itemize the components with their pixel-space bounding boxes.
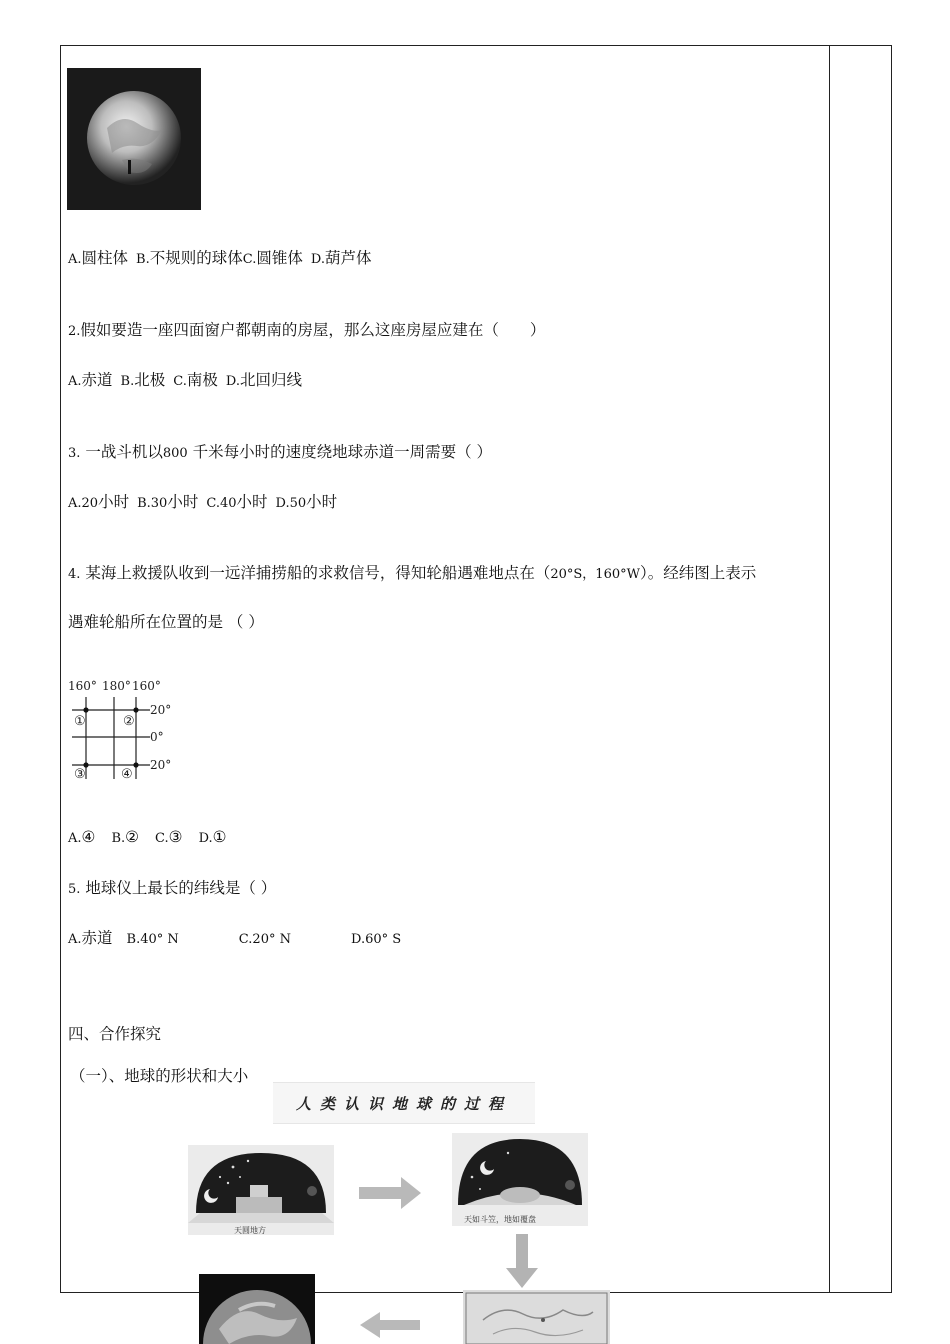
q3-stem (68, 440, 492, 462)
q4-options (68, 828, 227, 846)
question-text: 一战斗机以 (85, 443, 163, 461)
grid-right-label: 0° (150, 730, 164, 744)
arrow-down-icon (505, 1234, 539, 1290)
q1-options (68, 246, 372, 268)
option-unit: 小时 (236, 493, 268, 511)
q2-stem (68, 318, 545, 340)
option-letter: B. (136, 252, 150, 267)
coordinate-value: 20°S，160°W (550, 567, 640, 582)
section-title: 四、合作探究 (68, 1025, 162, 1043)
old-world-map-image (463, 1290, 610, 1344)
question-number: 3. (68, 446, 81, 461)
question-text: 地球仪上最长的纬线是（ ） (85, 879, 277, 897)
option-text: ① (212, 828, 227, 846)
option-number: 50 (289, 496, 307, 511)
option-letter: D. (310, 252, 325, 267)
option-text: ④ (81, 828, 96, 846)
option-text: 赤道 (81, 929, 113, 947)
question-text: 某海上救援队收到一远洋捕捞船的求救信号，得知轮船遇难地点在（ (85, 564, 551, 582)
process-banner (273, 1082, 535, 1124)
question-number: 5. (68, 882, 81, 897)
grid-point-label: ④ (121, 767, 133, 782)
option-number: 20 (81, 496, 99, 511)
question-number: 4. (68, 567, 81, 582)
option-letter: A. (68, 496, 82, 511)
option-letter: B. (126, 932, 141, 947)
option-text: 南极 (186, 371, 218, 389)
subsection-title: （一）、地球的形状和大小 (70, 1067, 249, 1085)
earth-satellite-image (199, 1274, 315, 1344)
option-letter: D. (225, 374, 240, 389)
illustration-caption: 天如斗笠，地如覆盘 (464, 1215, 536, 1224)
option-letter: A. (68, 374, 82, 389)
heaven-round-earth-square-illustration (188, 1145, 334, 1235)
grid-point-label: ② (123, 714, 135, 729)
option-text: 北回归线 (239, 371, 302, 389)
option-letter: C. (242, 252, 257, 267)
grid-top-label: 160° (132, 679, 161, 693)
arrow-left-icon (358, 1310, 422, 1340)
option-letter: D. (350, 932, 366, 947)
option-letter: B. (111, 831, 126, 846)
option-text: ③ (168, 828, 183, 846)
grid-point-label: ③ (74, 767, 86, 782)
option-letter: C. (173, 374, 187, 389)
earth-photo (67, 68, 201, 210)
option-text: 赤道 (81, 371, 113, 389)
table-column-divider (829, 45, 830, 1292)
option-unit: 小时 (167, 493, 199, 511)
option-number: 30 (150, 496, 168, 511)
grid-top-label: 160° (68, 679, 97, 693)
option-letter: A. (68, 932, 82, 947)
q5-stem (68, 876, 276, 898)
grid-point (133, 762, 138, 767)
option-text: 圆锥体 (256, 249, 303, 267)
option-text: 60° S (365, 932, 402, 947)
option-text: 圆柱体 (81, 249, 129, 267)
option-unit: 小时 (306, 493, 338, 511)
q4-stem-line2: 遇难轮船所在位置的是 （ ） (68, 613, 264, 631)
illustration-caption: 天圆地方 (234, 1226, 266, 1235)
option-letter: A. (68, 831, 82, 846)
option-number: 40 (219, 496, 237, 511)
option-letter: A. (68, 252, 82, 267)
option-text: 20° N (252, 932, 291, 947)
sky-like-hat-illustration (452, 1133, 588, 1226)
option-letter: D. (275, 496, 290, 511)
option-letter: C. (155, 831, 169, 846)
grid-right-label: 20° (150, 758, 172, 772)
arrow-right-icon (357, 1175, 423, 1211)
option-text: 40° N (140, 932, 179, 947)
option-letter: D. (198, 831, 213, 846)
option-letter: C. (206, 496, 220, 511)
option-text: 葫芦体 (324, 249, 372, 267)
option-letter: C. (238, 932, 253, 947)
q2-options (68, 368, 302, 390)
grid-point-label: ① (74, 714, 86, 729)
question-text: 假如要造一座四面窗户都朝南的房屋，那么这座房屋应建在（ ） (80, 321, 546, 339)
option-letter: B. (137, 496, 151, 511)
grid-top-label: 180° (102, 679, 131, 693)
option-letter: B. (120, 374, 135, 389)
question-number: 2. (68, 324, 81, 339)
lat-long-grid-figure (66, 675, 191, 785)
question-text: ）。经纬图上表示 (639, 564, 757, 582)
q3-options (68, 490, 337, 512)
banner-text: 人类认识地球的过程 (295, 1095, 512, 1113)
question-text: 千米每小时的速度绕地球赤道一周需要（ ） (192, 443, 493, 461)
option-text: 不规则的球体 (149, 249, 243, 267)
q5-options (68, 926, 401, 948)
grid-point (133, 707, 138, 712)
option-text: ② (125, 828, 140, 846)
speed-value: 800 (162, 446, 188, 461)
grid-point (83, 707, 88, 712)
option-unit: 小时 (98, 493, 130, 511)
grid-right-label: 20° (150, 703, 172, 717)
q4-stem (68, 561, 756, 583)
option-text: 北极 (134, 371, 166, 389)
